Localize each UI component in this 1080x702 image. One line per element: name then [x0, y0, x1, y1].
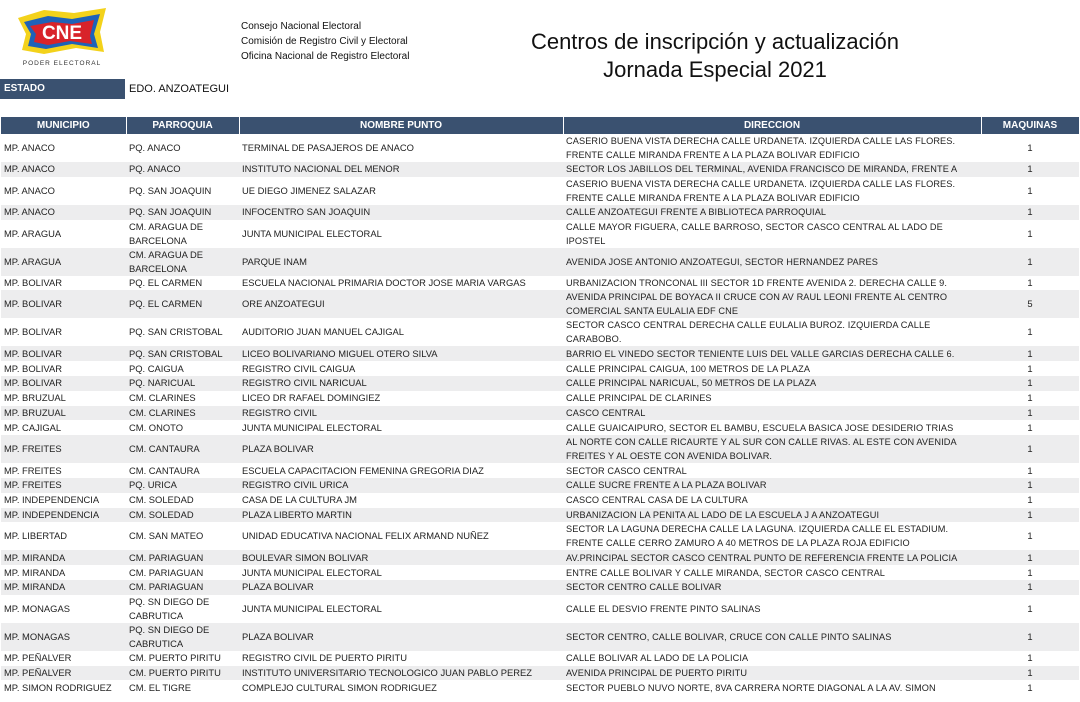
estado-value: EDO. ANZOATEGUI	[129, 83, 230, 95]
nombre-punto-cell: TERMINAL DE PASAJEROS DE ANACO	[242, 142, 414, 153]
direccion-cell: CALLE GUAICAIPURO, SECTOR EL BAMBU, ESCUELA BASICA JOSE DESIDERIO TRIAS	[566, 422, 954, 433]
table-row	[1, 318, 1079, 346]
table-row	[1, 595, 1079, 623]
parroquia-cell: CM. PARIAGUAN	[126, 580, 239, 595]
nombre-punto-cell: CASA DE LA CULTURA JM	[242, 494, 357, 506]
nombre-punto-cell: REGISTRO CIVIL DE PUERTO PIRITU	[242, 652, 407, 664]
municipio-cell: MP. BRUZUAL	[1, 406, 126, 421]
parroquia-cell: CM. PUERTO PIRITU	[126, 666, 239, 681]
direccion-cell: BARRIO EL VINEDO SECTOR TENIENTE LUIS DEL VALLE GARCIAS DERECHA CALLE 6.	[563, 346, 981, 361]
table-row	[1, 420, 1079, 435]
municipio-cell: MP. MONAGAS	[1, 623, 126, 651]
parroquia-cell: CM. CLARINES	[129, 392, 196, 404]
table-row	[1, 205, 1079, 220]
nombre-punto-cell: COMPLEJO CULTURAL SIMON RODRIGUEZ	[242, 681, 437, 693]
maquinas-cell: 1	[981, 248, 1079, 276]
table-row	[1, 522, 1079, 550]
parroquia-cell: PQ. SAN JOAQUIN	[126, 205, 239, 220]
table-row	[1, 361, 1079, 376]
table-row	[1, 580, 1079, 595]
nombre-punto-cell: LICEO BOLIVARIANO MIGUEL OTERO SILVA	[239, 346, 563, 361]
direccion-cell: URBANIZACION LA PENITA AL LADO DE LA ESCUELA J A ANZOATEGUI	[563, 508, 981, 523]
maquinas-cell: 1	[981, 205, 1079, 220]
municipio-cell: MP. ANACO	[1, 205, 126, 220]
maquinas-cell: 1	[1027, 392, 1033, 404]
maquinas-cell: 1	[981, 580, 1079, 595]
maquinas-cell: 1	[981, 406, 1079, 421]
municipio-cell: MP. MIRANDA	[1, 550, 126, 565]
parroquia-cell: CM. CANTAURA	[126, 435, 239, 463]
maquinas-cell: 1	[1027, 421, 1033, 433]
direccion-cell: CALLE EL DESVIO FRENTE PINTO SALINAS	[566, 603, 761, 614]
table-row	[1, 680, 1079, 695]
parroquia-cell: PQ. SN DIEGO DE CABRUTICA	[126, 623, 239, 651]
municipio-cell: MP. FREITES	[4, 464, 62, 476]
maquinas-cell: 1	[1027, 602, 1033, 614]
direccion-cell: CALLE SUCRE FRENTE A LA PLAZA BOLIVAR	[563, 478, 981, 493]
direccion-cell: SECTOR PUEBLO NUVO NORTE, 8VA CARRERA NORTE DIAGONAL A LA AV. SIMON	[566, 682, 936, 693]
direccion-cell: AVENIDA JOSE ANTONIO ANZOATEGUI, SECTOR HERNANDEZ PARES	[563, 248, 981, 276]
table-row	[1, 666, 1079, 681]
nombre-punto-cell: PARQUE INAM	[239, 248, 563, 276]
column-header-nombre-punto: NOMBRE PUNTO	[239, 117, 563, 134]
maquinas-cell: 1	[981, 623, 1079, 651]
centers-table	[1, 117, 1080, 695]
municipio-cell: MP. MIRANDA	[1, 580, 126, 595]
direccion-cell: CASCO CENTRAL	[563, 406, 981, 421]
maquinas-cell: 1	[1027, 494, 1033, 506]
parroquia-cell: PQ. NARICUAL	[126, 376, 239, 391]
nombre-punto-cell: PLAZA BOLIVAR	[239, 623, 563, 651]
table-row	[1, 493, 1079, 508]
municipio-cell: MP. INDEPENDENCIA	[4, 494, 100, 506]
direccion-cell: ENTRE CALLE BOLIVAR Y CALLE MIRANDA, SECTOR CASCO CENTRAL	[566, 567, 886, 578]
table-row	[1, 435, 1079, 463]
direccion-cell: CALLE BOLIVAR AL LADO DE LA POLICIA	[566, 653, 749, 664]
parroquia-cell: PQ. ANACO	[126, 162, 239, 177]
nombre-punto-cell: REGISTRO CIVIL CAIGUA	[242, 362, 356, 374]
table-row	[1, 565, 1079, 580]
nombre-punto-cell: BOULEVAR SIMON BOLIVAR	[239, 550, 563, 565]
table-row	[1, 290, 1079, 318]
table-row	[1, 463, 1079, 478]
maquinas-cell: 1	[1027, 681, 1033, 693]
parroquia-cell: CM. PARIAGUAN	[129, 566, 204, 578]
municipio-cell: MP. MONAGAS	[4, 602, 70, 614]
direccion-cell: CALLE PRINCIPAL NARICUAL, 50 METROS DE LA PLAZA	[563, 376, 981, 391]
table-row	[1, 651, 1079, 666]
direccion-cell: SECTOR CENTRO CALLE BOLIVAR	[563, 580, 981, 595]
direccion-cell: SECTOR LA LAGUNA DERECHA CALLE LA LAGUNA. IZQUIERDA CALLE EL ESTADIUM. FRENTE CALLE CERRO ZAMURO A 40 METROS DE LA PLAZA ROJA EDIFICIO	[566, 524, 949, 549]
nombre-punto-cell: PLAZA BOLIVAR	[239, 580, 563, 595]
municipio-cell: MP. BOLIVAR	[4, 276, 63, 288]
svg-text:CNE: CNE	[41, 23, 83, 44]
municipio-cell: MP. ANACO	[4, 184, 55, 196]
maquinas-cell: 1	[1027, 326, 1033, 338]
direccion-cell: AV.PRINCIPAL SECTOR CASCO CENTRAL PUNTO DE REFERENCIA FRENTE LA POLICIA	[563, 550, 981, 565]
municipio-cell: MP. PEÑALVER	[4, 652, 72, 664]
column-header-maquinas: MAQUINAS	[981, 117, 1079, 134]
direccion-cell: CASERIO BUENA VISTA DERECHA CALLE URDANETA. IZQUIERDA CALLE LAS FLORES. FRENTE CALLE MIRANDA FRENTE A LA PLAZA BOLIVAR EDIFICIO	[566, 136, 956, 160]
table-row	[1, 346, 1079, 361]
parroquia-cell: CM. ARAGUA DE BARCELONA	[129, 220, 203, 246]
nombre-punto-cell: LICEO DR RAFAEL DOMINGIEZ	[242, 392, 381, 404]
parroquia-cell: CM. SOLEDAD	[126, 508, 239, 523]
maquinas-cell: 1	[1027, 464, 1033, 476]
table-row	[1, 162, 1079, 177]
municipio-cell: MP. ANACO	[4, 142, 55, 153]
table-row	[1, 177, 1079, 205]
table-row	[1, 550, 1079, 565]
nombre-punto-cell: INSTITUTO UNIVERSITARIO TECNOLOGICO JUAN PABLO PEREZ	[239, 666, 563, 681]
org-line-2: Comisión de Registro Civil y Electoral	[241, 36, 408, 47]
org-line-3: Oficina Nacional de Registro Electoral	[241, 51, 410, 62]
maquinas-cell: 1	[1027, 652, 1033, 664]
title-line-2: Jornada Especial 2021	[603, 57, 827, 82]
municipio-cell: MP. FREITES	[1, 435, 126, 463]
maquinas-cell: 1	[981, 550, 1079, 565]
nombre-punto-cell: JUNTA MUNICIPAL ELECTORAL	[242, 227, 382, 239]
municipio-cell: MP. CAJIGAL	[4, 421, 62, 433]
municipio-cell: MP. ARAGUA	[1, 248, 126, 276]
nombre-punto-cell: REGISTRO CIVIL NARICUAL	[239, 376, 563, 391]
municipio-cell: MP. BOLIVAR	[1, 346, 126, 361]
maquinas-cell: 1	[981, 478, 1079, 493]
municipio-cell: MP. BOLIVAR	[1, 376, 126, 391]
maquinas-cell: 1	[1027, 566, 1033, 578]
nombre-punto-cell: PLAZA LIBERTO MARTIN	[239, 508, 563, 523]
direccion-cell: AVENIDA PRINCIPAL DE BOYACA II CRUCE CON AV RAUL LEONI FRENTE AL CENTRO COMERCIAL SANTA EULALIA EDF CNE	[563, 290, 981, 318]
municipio-cell: MP. FREITES	[1, 478, 126, 493]
municipio-cell: MP. BOLIVAR	[4, 362, 63, 374]
parroquia-cell: CM. EL TIGRE	[129, 681, 191, 693]
parroquia-cell: PQ. SAN JOAQUIN	[129, 184, 212, 196]
direccion-cell: CALLE MAYOR FIGUERA, CALLE BARROSO, SECTOR CASCO CENTRAL AL LADO DE IPOSTEL	[566, 221, 943, 246]
parroquia-cell: CM. CANTAURA	[129, 464, 200, 476]
direccion-cell: SECTOR CASCO CENTRAL	[566, 465, 687, 476]
municipio-cell: MP. SIMON RODRIGUEZ	[4, 681, 112, 693]
svg-text:PODER ELECTORAL: PODER ELECTORAL	[22, 60, 102, 67]
parroquia-cell: PQ. URICA	[126, 478, 239, 493]
maquinas-cell: 1	[1027, 142, 1033, 153]
maquinas-cell: 1	[1027, 184, 1033, 196]
direccion-cell: CASERIO BUENA VISTA DERECHA CALLE URDANETA. IZQUIERDA CALLE LAS FLORES. FRENTE CALLE MIRANDA FRENTE A LA PLAZA BOLIVAR EDIFICIO	[566, 178, 956, 203]
maquinas-cell: 1	[1027, 362, 1033, 374]
column-header-direccion: DIRECCION	[563, 117, 981, 134]
parroquia-cell: CM. PARIAGUAN	[126, 550, 239, 565]
nombre-punto-cell: AUDITORIO JUAN MANUEL CAJIGAL	[242, 326, 405, 338]
maquinas-cell: 1	[981, 346, 1079, 361]
maquinas-cell: 1	[981, 376, 1079, 391]
table-row	[1, 391, 1079, 406]
parroquia-cell: CM. SOLEDAD	[129, 494, 194, 506]
maquinas-cell: 1	[1027, 227, 1033, 239]
nombre-punto-cell: JUNTA MUNICIPAL ELECTORAL	[242, 602, 382, 614]
maquinas-cell: 1	[981, 435, 1079, 463]
municipio-cell: MP. PEÑALVER	[1, 666, 126, 681]
maquinas-cell: 1	[981, 508, 1079, 523]
parroquia-cell: CM. PUERTO PIRITU	[129, 652, 221, 664]
maquinas-cell: 5	[981, 290, 1079, 318]
direccion-cell: AL NORTE CON CALLE RICAURTE Y AL SUR CON CALLE RIVAS. AL ESTE CON AVENIDA FREITES Y AL OESTE CON AVENIDA BOLIVAR.	[563, 435, 981, 463]
nombre-punto-cell: PLAZA BOLIVAR	[239, 435, 563, 463]
parroquia-cell: PQ. CAIGUA	[129, 362, 184, 374]
direccion-cell: CASCO CENTRAL CASA DE LA CULTURA	[566, 495, 748, 506]
nombre-punto-cell: JUNTA MUNICIPAL ELECTORAL	[242, 566, 382, 578]
municipio-cell: MP. BOLIVAR	[4, 326, 63, 338]
maquinas-cell: 1	[981, 666, 1079, 681]
nombre-punto-cell: ESCUELA CAPACITACION FEMENINA GREGORIA DIAZ	[242, 464, 484, 476]
direccion-cell: SECTOR CASCO CENTRAL DERECHA CALLE EULALIA BUROZ. IZQUIERDA CALLE CARABOBO.	[566, 320, 931, 345]
direccion-cell: CALLE ANZOATEGUI FRENTE A BIBLIOTECA PARROQUIAL	[563, 205, 981, 220]
parroquia-cell: CM. CLARINES	[126, 406, 239, 421]
title-line-1: Centros de inscripción y actualización	[530, 29, 900, 54]
table-header-row	[1, 117, 1079, 134]
nombre-punto-cell: INSTITUTO NACIONAL DEL MENOR	[239, 162, 563, 177]
table-row	[1, 376, 1079, 391]
parroquia-cell: PQ. ANACO	[129, 142, 181, 153]
maquinas-cell: 1	[981, 162, 1079, 177]
municipio-cell: MP. MIRANDA	[4, 566, 66, 578]
table-row	[1, 248, 1079, 276]
municipio-cell: MP. INDEPENDENCIA	[1, 508, 126, 523]
municipio-cell: MP. LIBERTAD	[4, 530, 68, 542]
parroquia-cell: PQ. EL CARMEN	[129, 276, 203, 288]
nombre-punto-cell: JUNTA MUNICIPAL ELECTORAL	[242, 421, 382, 433]
column-header-parroquia: PARROQUIA	[126, 117, 239, 134]
maquinas-cell: 1	[1027, 530, 1033, 542]
nombre-punto-cell: ESCUELA NACIONAL PRIMARIA DOCTOR JOSE MARIA VARGAS	[242, 276, 526, 288]
parroquia-cell: PQ. SN DIEGO DE CABRUTICA	[129, 595, 210, 621]
nombre-punto-cell: UNIDAD EDUCATIVA NACIONAL FELIX ARMAND NUÑEZ	[242, 530, 489, 542]
direccion-cell: URBANIZACION TRONCONAL III SECTOR 1D FRENTE AVENIDA 2. DERECHA CALLE 9.	[566, 277, 947, 288]
table-row	[1, 276, 1079, 291]
document-title	[470, 28, 960, 84]
nombre-punto-cell: INFOCENTRO SAN JOAQUIN	[239, 205, 563, 220]
direccion-cell: AVENIDA PRINCIPAL DE PUERTO PIRITU	[563, 666, 981, 681]
parroquia-cell: PQ. SAN CRISTOBAL	[129, 326, 223, 338]
municipio-cell: MP. ANACO	[1, 162, 126, 177]
table-row	[1, 406, 1079, 421]
cne-logo	[14, 4, 114, 70]
estado-label: ESTADO	[0, 79, 125, 99]
direccion-cell: SECTOR LOS JABILLOS DEL TERMINAL, AVENIDA FRANCISCO DE MIRANDA, FRENTE A	[563, 162, 981, 177]
organization-block	[241, 19, 409, 64]
table-row	[1, 478, 1079, 493]
nombre-punto-cell: ORE ANZOATEGUI	[239, 290, 563, 318]
table-row	[1, 220, 1079, 248]
parroquia-cell: CM. SAN MATEO	[129, 530, 204, 542]
direccion-cell: CALLE PRINCIPAL DE CLARINES	[566, 393, 712, 404]
parroquia-cell: PQ. EL CARMEN	[126, 290, 239, 318]
nombre-punto-cell: REGISTRO CIVIL	[239, 406, 563, 421]
direccion-cell: CALLE PRINCIPAL CAIGUA, 100 METROS DE LA PLAZA	[566, 363, 811, 374]
maquinas-cell: 1	[1027, 276, 1033, 288]
parroquia-cell: PQ. SAN CRISTOBAL	[126, 346, 239, 361]
nombre-punto-cell: REGISTRO CIVIL URICA	[239, 478, 563, 493]
municipio-cell: MP. BOLIVAR	[1, 290, 126, 318]
parroquia-cell: CM. ONOTO	[129, 421, 183, 433]
table-row	[1, 623, 1079, 651]
table-row	[1, 508, 1079, 523]
org-line-1: Consejo Nacional Electoral	[241, 21, 362, 32]
municipio-cell: MP. BRUZUAL	[4, 392, 66, 404]
parroquia-cell: CM. ARAGUA DE BARCELONA	[126, 248, 239, 276]
nombre-punto-cell: UE DIEGO JIMENEZ SALAZAR	[242, 184, 376, 196]
municipio-cell: MP. ARAGUA	[4, 227, 62, 239]
column-header-municipio: MUNICIPIO	[1, 117, 126, 134]
direccion-cell: SECTOR CENTRO, CALLE BOLIVAR, CRUCE CON CALLE PINTO SALINAS	[563, 623, 981, 651]
table-row	[1, 134, 1079, 162]
